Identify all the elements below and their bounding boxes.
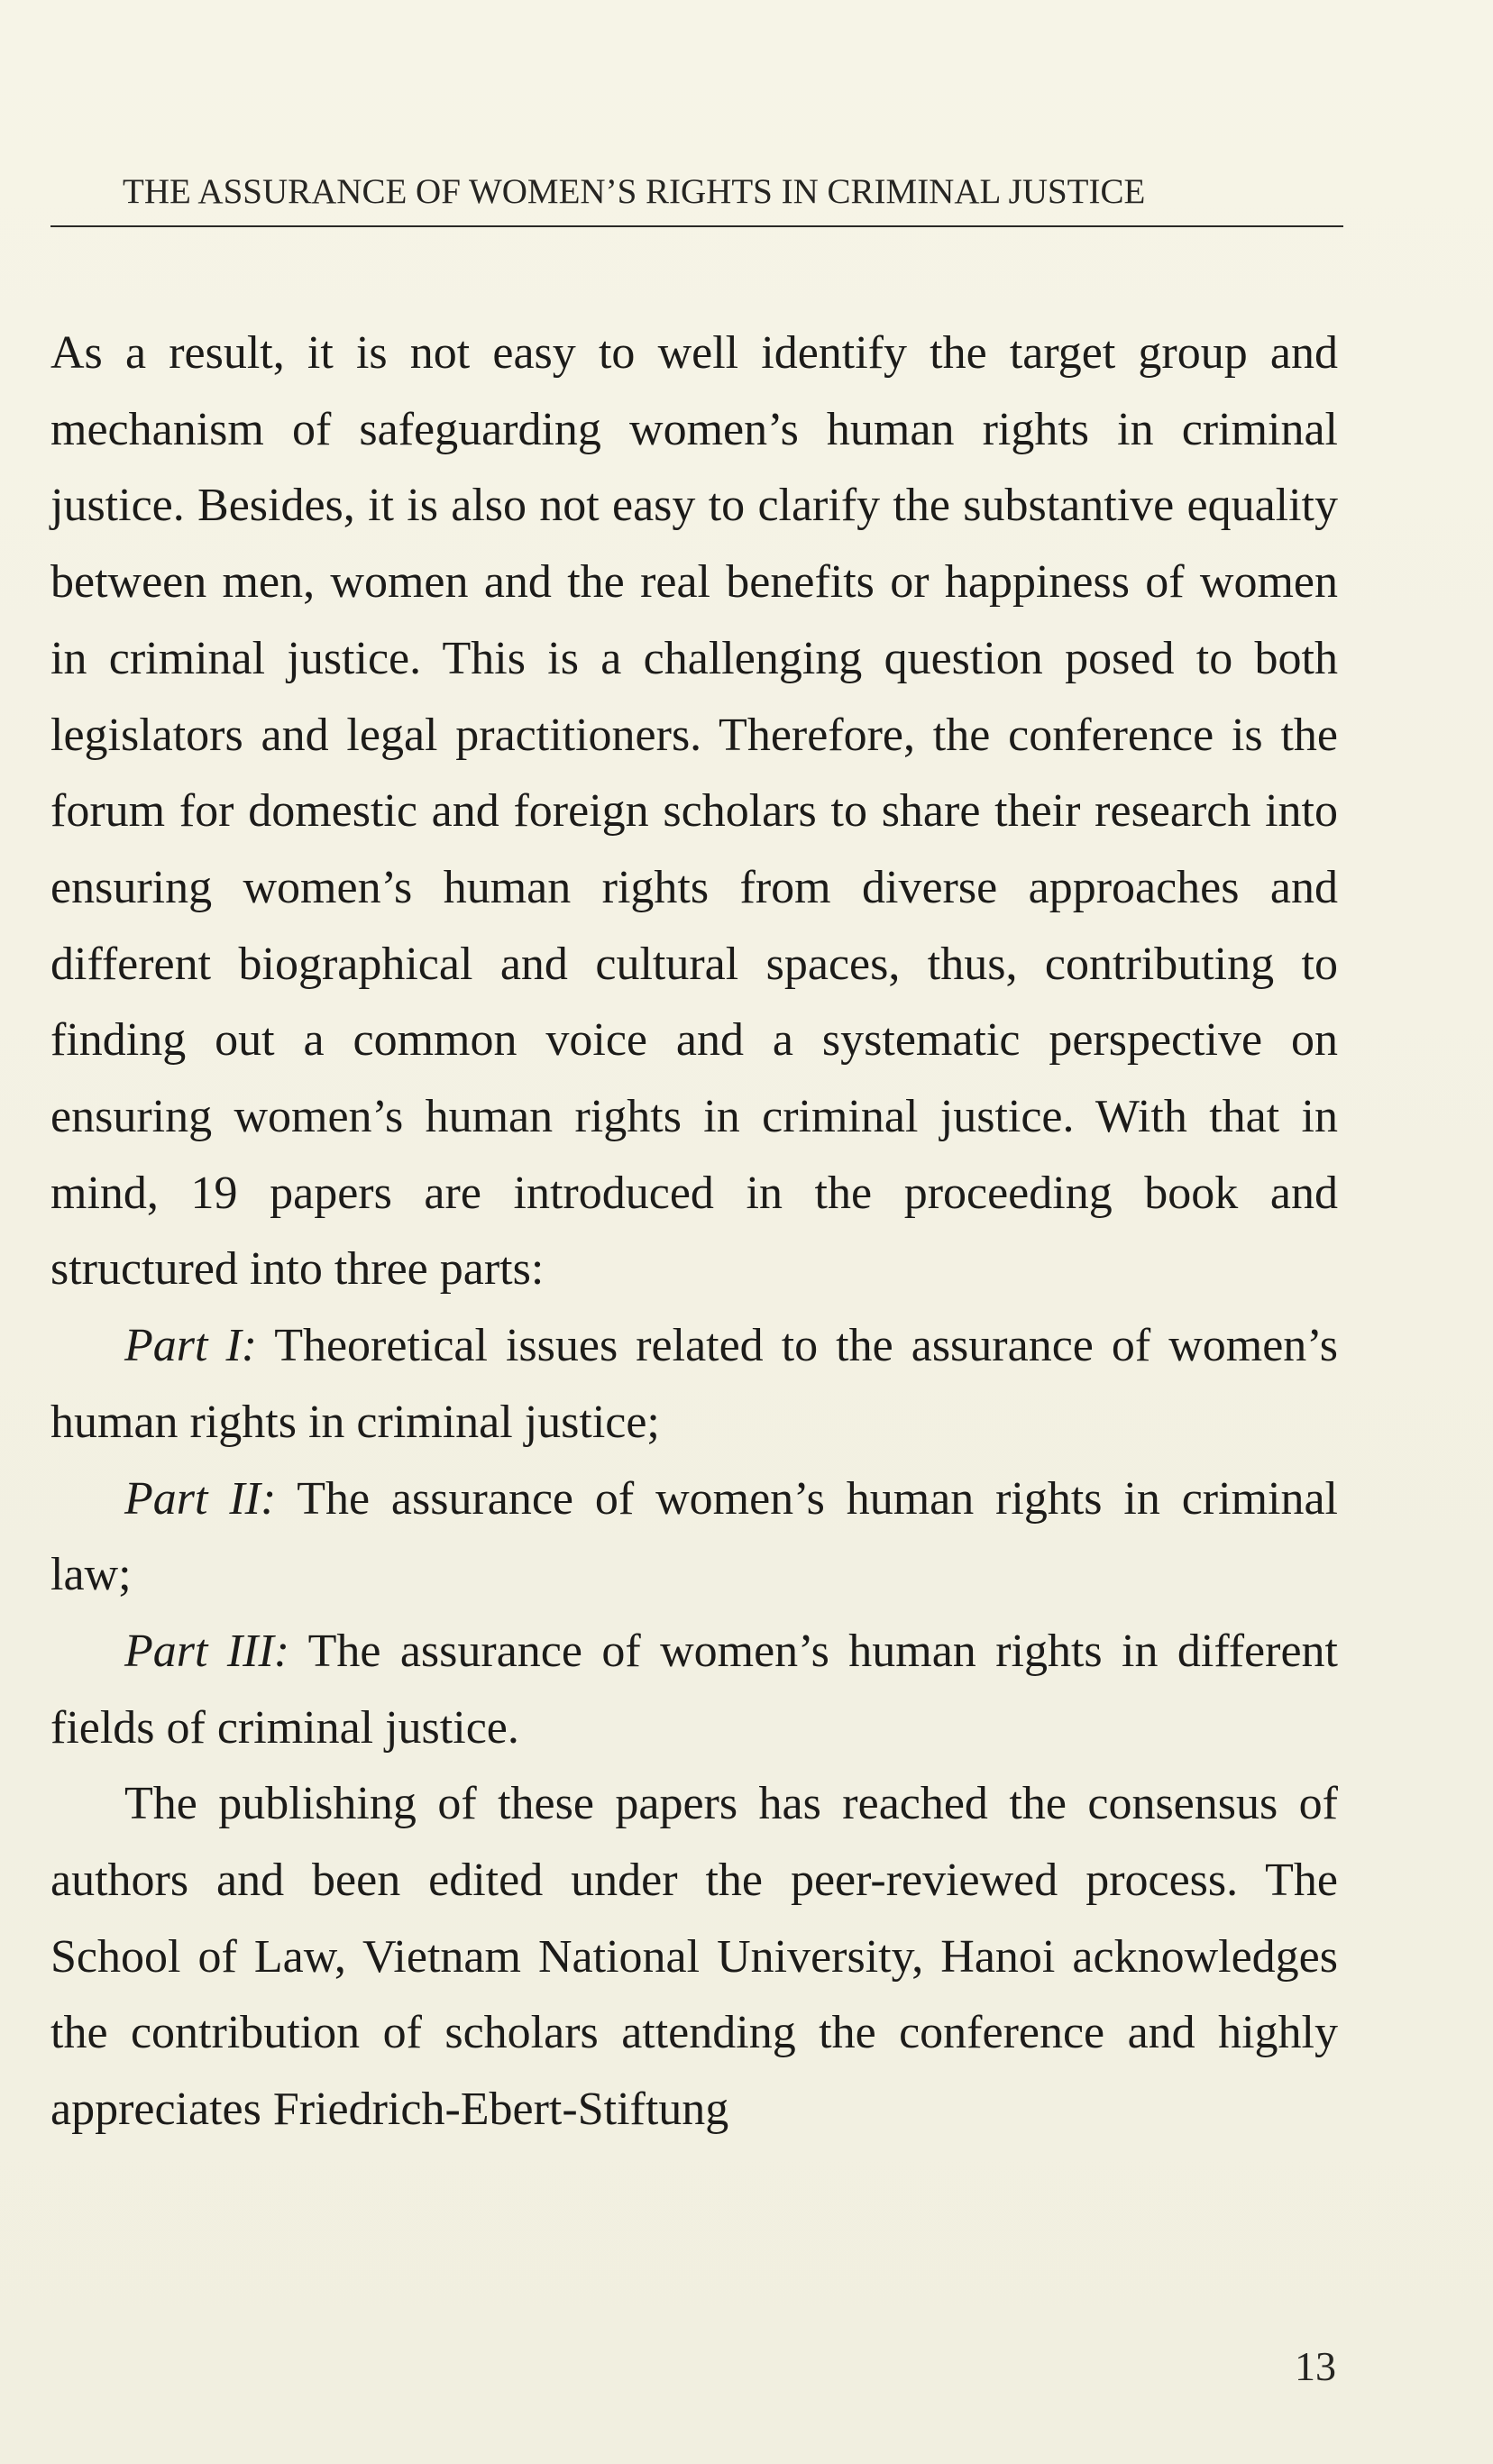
part-item [50, 1308, 1338, 1461]
body-text [50, 316, 1338, 2148]
part-item [50, 1614, 1338, 1766]
header-rule [50, 225, 1343, 227]
part-text: The assurance of women’s human rights in different fields of criminal justice. [50, 1625, 1338, 1754]
part-label: Part I: [124, 1320, 258, 1372]
part-text: Theoretical issues related to the assurance of women’s human rights in criminal justice; [50, 1320, 1338, 1448]
page-number: 13 [1295, 2343, 1336, 2389]
part-item [50, 1461, 1338, 1614]
part-text: The assurance of women’s human rights in criminal law; [50, 1472, 1338, 1601]
part-label: Part II: [124, 1472, 277, 1525]
running-head: THE ASSURANCE OF WOMEN’S RIGHTS IN CRIMINAL JUSTICE [123, 172, 1146, 211]
paragraph: As a result, it is not easy to well identify the target group and mechanism of safeguarding women’s human rights in criminal justice. Besides, it is also not easy to clarify the substantive equality between men, women and the real benefits or happiness of women in criminal justice. This is a challenging question posed to both legislators and legal practitioners. Therefore, the conference is the forum for domestic and foreign scholars to share their research into ensuring women’s human rights from diverse approaches and different biographical and cultural spaces, thus, contributing to finding out a common voice and a systematic perspective on ensuring women’s human rights in criminal justice. With that in mind, 19 papers are introduced in the proceeding book and structured into three parts: [50, 327, 1338, 1296]
paragraph: The publishing of these papers has reached the consensus of authors and been edited under the peer-reviewed process. The School of Law, Vietnam National University, Hanoi acknowledges the contribution of scholars attending the conference and highly appreciates Friedrich-Ebert-Stiftung [50, 1778, 1338, 2136]
part-label: Part III: [124, 1625, 290, 1677]
